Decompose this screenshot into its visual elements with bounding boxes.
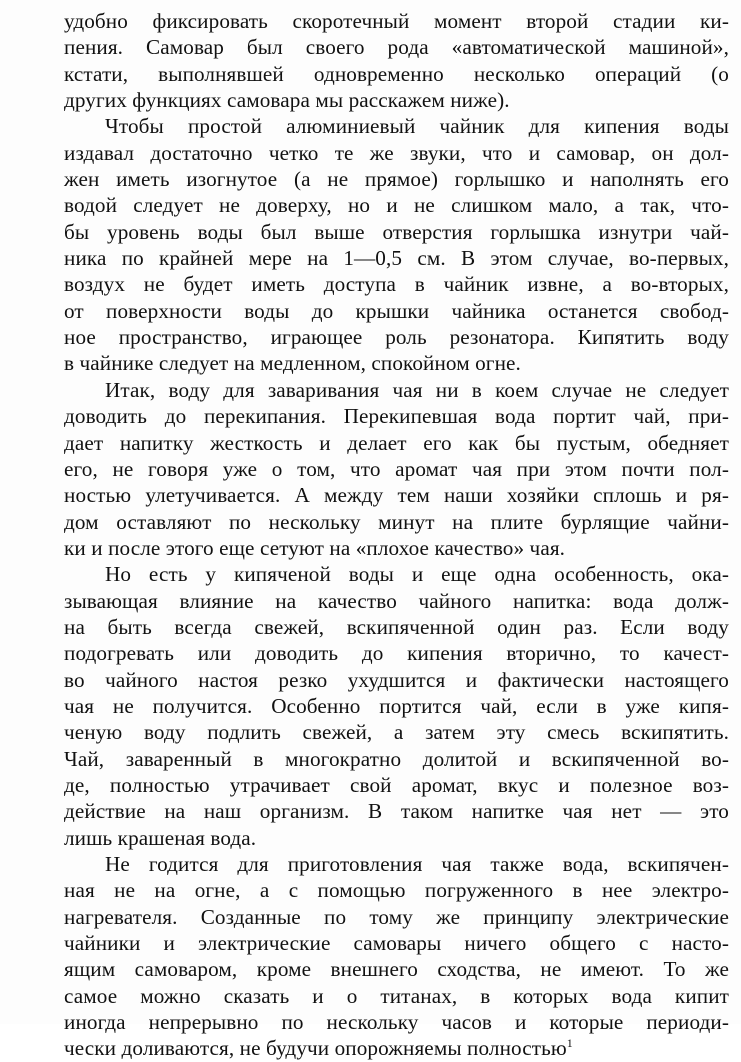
- text-line: Чтобы простой алюминиевый чайник для кипения воды: [105, 114, 729, 139]
- text-line: зывающая влияние на качество чайного напитка: вода долж-: [64, 588, 729, 613]
- footnote-marker[interactable]: 1: [566, 1036, 573, 1051]
- text-line: подогревать или доводить до кипения вторично, то качест-: [64, 641, 729, 666]
- paragraph: [64, 8, 729, 113]
- text-line: во чайного настоя резко ухудшится и фактически настоящего: [64, 667, 729, 692]
- text-line: дает напитку жесткость и делает его как бы пустым, обедняет: [64, 430, 729, 455]
- text-line: нагревателя. Созданные по тому же принципу электрические: [64, 904, 729, 929]
- text-line: его, не говоря уже о том, что аромат чая при этом почти пол-: [64, 456, 729, 481]
- text-line: чайники и электрические самовары ничего общего с насто-: [64, 931, 729, 956]
- text-line: пения. Самовар был своего рода «автоматической машиной»,: [64, 35, 729, 60]
- text-line: жен иметь изогнутое (а не прямое) горлышко и наполнять его: [64, 167, 729, 192]
- text-line: чая не получится. Особенно портится чай, если в уже кипя-: [64, 693, 729, 718]
- text-line: от поверхности воды до крышки чайника останется свобод-: [64, 298, 729, 323]
- text-line: на быть всегда свежей, вскипяченной один раз. Если воду: [64, 614, 729, 639]
- text-line: издавал достаточно четко те же звуки, что и самовар, он дол-: [64, 140, 729, 165]
- text-line: чески доливаются, не будучи опорожняемы полностью$^1$: [64, 1036, 573, 1061]
- paragraph: [64, 377, 729, 561]
- text-line: Но есть у кипяченой воды и еще одна особенность, ока-: [105, 562, 729, 587]
- text-line: Чай, заваренный в многократно долитой и вскипяченной во-: [64, 746, 729, 771]
- text-line: дом оставляют по нескольку минут на плите бурлящие чайни-: [64, 509, 729, 534]
- text-line: де, полностью утрачивает свой аромат, вкус и полезное воз-: [64, 772, 729, 797]
- text-line: ки и после этого еще сетуют на «плохое качество» чая.: [64, 535, 566, 560]
- text-line: ностью улетучивается. А между тем наши хозяйки сплошь и ря-: [64, 483, 729, 508]
- text-line: бы уровень воды был выше отверстия горлышка изнутри чай-: [64, 219, 729, 244]
- text-line: иногда непрерывно по нескольку часов и которые периоди-: [64, 1010, 729, 1035]
- text-line: доводить до перекипания. Перекипевшая вода портит чай, при-: [64, 404, 729, 429]
- text-line: ная не на огне, а с помощью погруженного в нее электро-: [64, 878, 729, 903]
- text-line: ное пространство, играющее роль резонатора. Кипятить воду: [64, 325, 729, 350]
- paragraph: [64, 561, 729, 851]
- text-line: водой следует не доверху, но и не слишком мало, а так, что-: [64, 193, 729, 218]
- text-line: действие на наш организм. В таком напитке чая нет — это: [64, 799, 729, 824]
- text-line: ченую воду подлить свежей, а затем эту смесь вскипятить.: [64, 720, 729, 745]
- text-line: других функциях самовара мы расскажем ниже).: [64, 88, 510, 113]
- text-line: ника по крайней мере на 1—0,5 см. В этом случае, во-первых,: [64, 246, 729, 271]
- text-line: кстати, выполнявшей одновременно несколько операций (о: [64, 61, 729, 86]
- text-line: удобно фиксировать скоротечный момент второй стадии ки-: [64, 9, 729, 33]
- paragraph: [64, 113, 729, 376]
- text-line: самое можно сказать и о титанах, в которых вода кипит: [64, 983, 729, 1008]
- text-line: в чайнике следует на медленном, спокойном огне.: [64, 351, 521, 376]
- body-text: [64, 8, 729, 1062]
- text-line: Итак, воду для заваривания чая ни в коем случае не следует: [105, 377, 729, 402]
- text-line: воздух не будет иметь доступа в чайник извне, а во-вторых,: [64, 272, 729, 297]
- text-line: лишь крашеная вода.: [64, 825, 257, 850]
- paragraph: [64, 851, 729, 1062]
- text-line: Не годится для приготовления чая также вода, вскипячен-: [105, 852, 729, 876]
- text-line: ящим самоваром, кроме внешнего сходства, не имеют. То же: [64, 957, 729, 982]
